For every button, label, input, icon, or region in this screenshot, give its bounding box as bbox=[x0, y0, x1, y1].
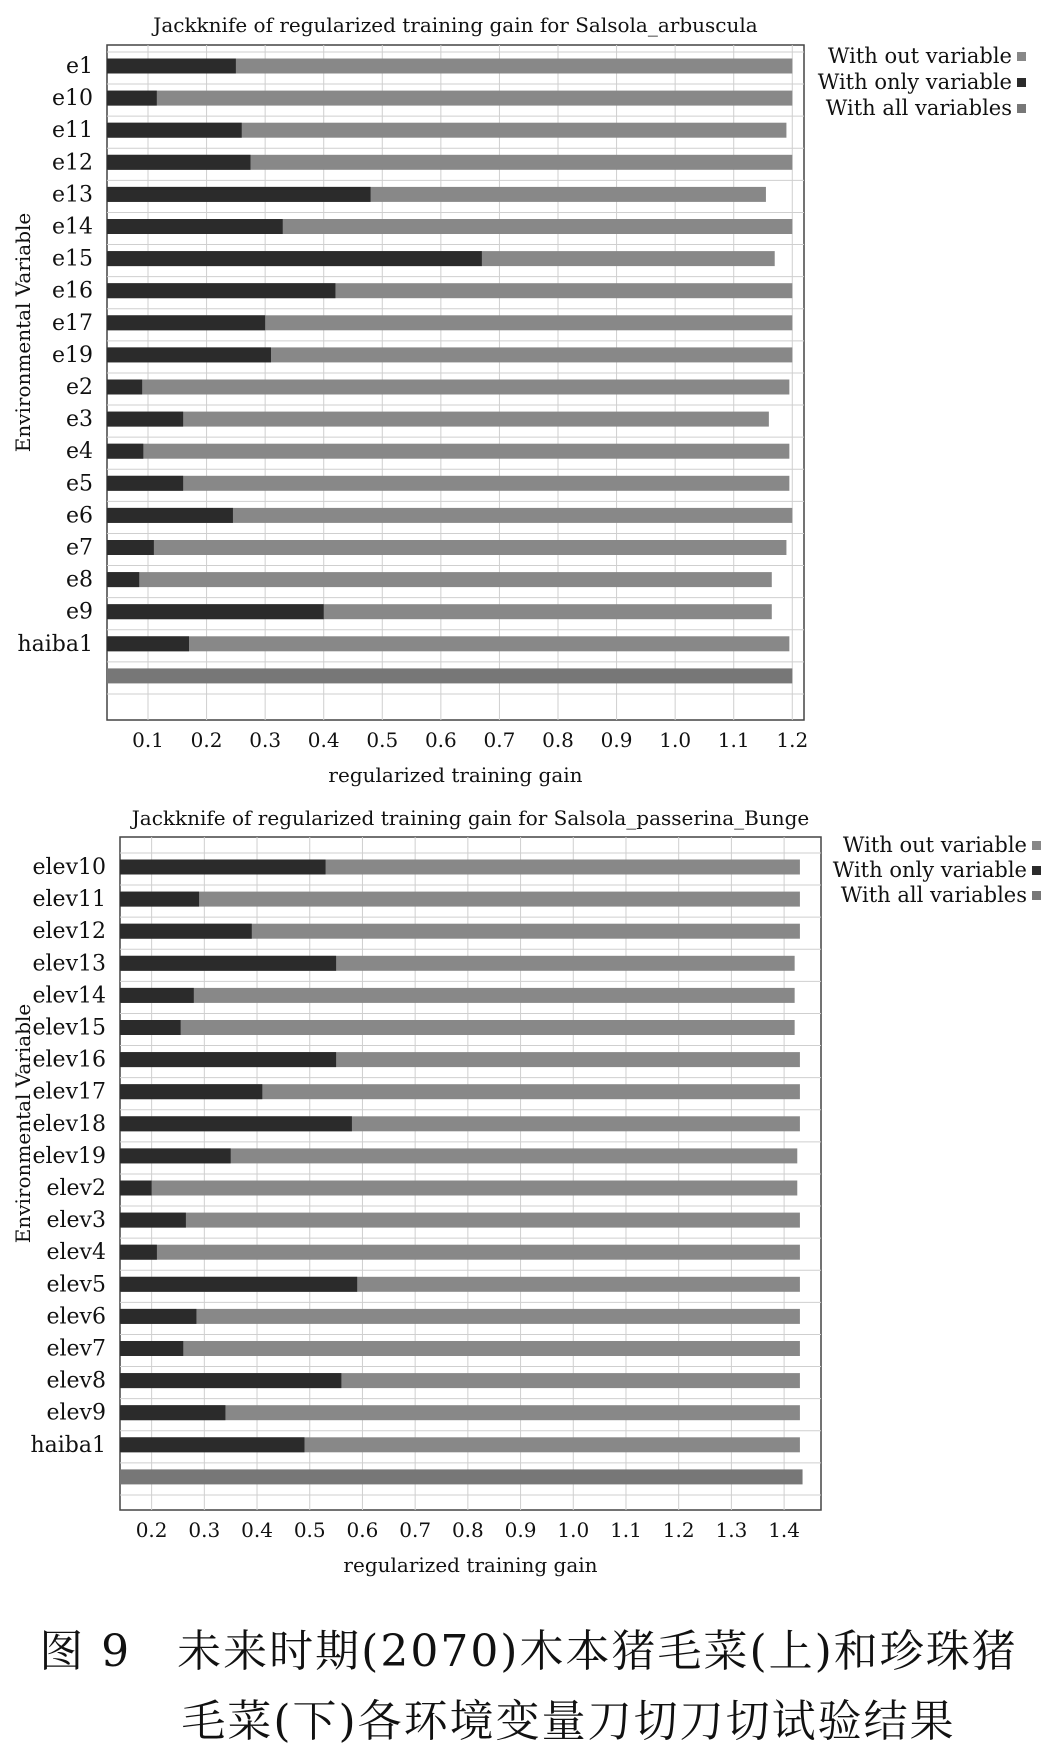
legend-label: With all variables bbox=[840, 883, 1027, 907]
bar-with-only-variable bbox=[120, 1437, 304, 1452]
category-label: elev9 bbox=[46, 1400, 106, 1426]
category-label: e13 bbox=[51, 182, 93, 208]
bar-with-only-variable bbox=[107, 219, 283, 234]
bar-without-variable bbox=[107, 540, 786, 555]
bar-with-only-variable bbox=[107, 251, 482, 266]
bar-with-only-variable bbox=[120, 1309, 196, 1324]
legend-label: With only variable bbox=[832, 858, 1027, 882]
bar-without-variable bbox=[120, 892, 800, 907]
category-label: e9 bbox=[65, 599, 93, 625]
x-tick-label: 1.1 bbox=[717, 728, 750, 752]
category-label: elev2 bbox=[46, 1176, 106, 1201]
x-tick-label: 0.4 bbox=[241, 1518, 273, 1542]
bar-with-only-variable bbox=[120, 1116, 352, 1131]
bar-without-variable bbox=[120, 1181, 797, 1196]
x-tick-label: 0.6 bbox=[424, 728, 457, 752]
bar-with-only-variable bbox=[120, 1373, 341, 1388]
x-tick-label: 0.8 bbox=[451, 1518, 484, 1542]
x-tick-label: 0.9 bbox=[600, 728, 633, 752]
category-label: e17 bbox=[51, 310, 93, 336]
x-tick-label: 1.4 bbox=[768, 1518, 801, 1542]
x-tick-label: 0.2 bbox=[135, 1518, 168, 1542]
x-tick-label: 0.4 bbox=[307, 728, 340, 752]
bar-with-only-variable bbox=[107, 283, 335, 298]
chart-title: Jackknife of regularized training gain for Salsola_arbuscula bbox=[153, 13, 758, 37]
category-label: elev10 bbox=[32, 855, 106, 880]
category-label: elev16 bbox=[32, 1047, 106, 1073]
legend-swatch bbox=[1032, 891, 1041, 900]
category-label: e11 bbox=[51, 118, 93, 144]
bar-with-only-variable bbox=[107, 91, 157, 106]
x-tick-label: 0.6 bbox=[346, 1518, 379, 1542]
bar-with-only-variable bbox=[120, 1148, 231, 1163]
category-label: e2 bbox=[65, 375, 93, 400]
x-tick-label: 1.0 bbox=[557, 1518, 590, 1542]
y-axis-label: Environmental Variable bbox=[11, 212, 35, 453]
bar-with-only-variable bbox=[120, 1245, 157, 1260]
x-tick-label: 0.7 bbox=[483, 728, 516, 752]
category-label: elev13 bbox=[32, 951, 106, 977]
figure-caption-line-2: 毛菜(下)各环境变量刀切刀切试验结果 bbox=[181, 1696, 956, 1747]
x-tick-label: 0.3 bbox=[249, 728, 282, 752]
legend-label: With out variable bbox=[842, 833, 1027, 857]
category-label: e14 bbox=[51, 214, 93, 240]
category-label: e3 bbox=[65, 407, 93, 433]
category-label: e16 bbox=[51, 278, 93, 304]
category-label: e7 bbox=[65, 535, 93, 561]
bar-with-only-variable bbox=[120, 956, 336, 971]
legend-swatch bbox=[1032, 841, 1041, 850]
bar-with-only-variable bbox=[107, 187, 371, 202]
jackknife-chart-salsola-passerina bbox=[0, 795, 1057, 1615]
bar-with-only-variable bbox=[120, 1405, 225, 1420]
bar-with-only-variable bbox=[107, 59, 236, 74]
jackknife-chart-salsola-arbuscula bbox=[0, 0, 1057, 795]
category-label: elev5 bbox=[46, 1272, 106, 1298]
bar-with-only-variable bbox=[120, 1020, 181, 1035]
category-label: e1 bbox=[65, 54, 93, 79]
chart-svg-top bbox=[0, 0, 1057, 795]
bar-with-only-variable bbox=[107, 476, 183, 491]
x-tick-label: 0.2 bbox=[190, 728, 223, 752]
category-label: e15 bbox=[51, 246, 93, 272]
category-label: elev3 bbox=[46, 1208, 106, 1234]
bar-with-only-variable bbox=[107, 540, 154, 555]
bar-without-variable bbox=[107, 476, 789, 491]
bar-without-variable bbox=[107, 444, 789, 459]
category-label: e6 bbox=[65, 503, 93, 529]
x-tick-label: 1.0 bbox=[659, 728, 692, 752]
bar-with-only-variable bbox=[120, 988, 194, 1003]
category-label: elev19 bbox=[32, 1143, 106, 1169]
bar-with-only-variable bbox=[107, 155, 251, 170]
bar-without-variable bbox=[107, 380, 789, 395]
category-label: elev15 bbox=[32, 1015, 106, 1041]
bar-without-variable bbox=[120, 1245, 800, 1260]
y-axis-label: Environmental Variable bbox=[11, 1003, 35, 1244]
bar-without-variable bbox=[120, 1020, 795, 1035]
x-tick-label: 1.2 bbox=[662, 1518, 695, 1542]
bar-without-variable bbox=[120, 1341, 800, 1356]
category-label: elev6 bbox=[46, 1304, 106, 1330]
legend-swatch bbox=[1017, 78, 1026, 87]
bar-with-only-variable bbox=[107, 604, 324, 619]
bar-with-only-variable bbox=[120, 924, 252, 939]
legend-label: With all variables bbox=[825, 96, 1012, 120]
category-label: e5 bbox=[65, 471, 93, 497]
bar-with-only-variable bbox=[120, 1341, 183, 1356]
bar-with-only-variable bbox=[107, 572, 139, 587]
category-label: e4 bbox=[65, 439, 93, 465]
category-label: elev8 bbox=[46, 1368, 106, 1394]
bar-without-variable bbox=[107, 636, 789, 651]
bar-with-only-variable bbox=[107, 508, 233, 523]
category-label: e19 bbox=[51, 342, 93, 368]
x-tick-label: 0.5 bbox=[293, 1518, 326, 1542]
bar-without-variable bbox=[120, 1213, 800, 1228]
bar-with-only-variable bbox=[120, 860, 326, 875]
x-tick-label: 1.2 bbox=[776, 728, 809, 752]
category-label: haiba1 bbox=[30, 1432, 106, 1458]
bar-with-all-variables bbox=[120, 1469, 803, 1484]
category-label: elev4 bbox=[46, 1240, 106, 1266]
bar-with-only-variable bbox=[120, 1277, 357, 1292]
legend-swatch bbox=[1032, 866, 1041, 875]
bar-without-variable bbox=[107, 572, 772, 587]
x-tick-label: 0.9 bbox=[504, 1518, 537, 1542]
legend-label: With only variable bbox=[817, 70, 1012, 94]
legend-swatch bbox=[1017, 52, 1026, 61]
figure-caption-line-1: 图 9 未来时期(2070)木本猪毛菜(上)和珍珠猪 bbox=[39, 1626, 1018, 1677]
x-axis-label: regularized training gain bbox=[343, 1553, 598, 1577]
category-label: elev7 bbox=[46, 1336, 106, 1362]
bar-without-variable bbox=[107, 91, 792, 106]
chart-svg-bottom bbox=[0, 795, 1057, 1615]
category-label: haiba1 bbox=[17, 631, 93, 657]
chart-title: Jackknife of regularized training gain for Salsola_passerina_Bunge bbox=[131, 806, 810, 830]
bar-with-only-variable bbox=[120, 1084, 262, 1099]
bar-with-only-variable bbox=[107, 347, 271, 362]
bar-without-variable bbox=[120, 988, 795, 1003]
bar-with-only-variable bbox=[107, 636, 189, 651]
x-tick-label: 1.3 bbox=[715, 1518, 748, 1542]
category-label: e8 bbox=[65, 567, 93, 593]
bar-with-only-variable bbox=[107, 412, 183, 427]
x-tick-label: 0.3 bbox=[188, 1518, 221, 1542]
x-tick-label: 0.7 bbox=[399, 1518, 432, 1542]
x-tick-label: 1.1 bbox=[610, 1518, 642, 1542]
x-tick-label: 0.5 bbox=[366, 728, 399, 752]
bar-with-only-variable bbox=[120, 892, 199, 907]
category-label: elev17 bbox=[32, 1079, 106, 1105]
bar-with-only-variable bbox=[107, 123, 242, 138]
bar-with-only-variable bbox=[107, 315, 265, 330]
bar-with-only-variable bbox=[107, 444, 143, 459]
x-tick-label: 0.1 bbox=[132, 728, 164, 752]
bar-with-only-variable bbox=[120, 1052, 336, 1067]
bar-with-only-variable bbox=[107, 380, 142, 395]
category-label: elev11 bbox=[32, 887, 106, 913]
category-label: elev12 bbox=[32, 919, 106, 945]
category-label: e10 bbox=[51, 86, 93, 112]
x-axis-label: regularized training gain bbox=[328, 763, 583, 787]
x-tick-label: 0.8 bbox=[542, 728, 574, 752]
bar-with-only-variable bbox=[120, 1213, 186, 1228]
bar-without-variable bbox=[120, 1309, 800, 1324]
category-label: elev14 bbox=[32, 983, 106, 1009]
bar-with-only-variable bbox=[120, 1181, 152, 1196]
legend-label: With out variable bbox=[827, 44, 1012, 68]
category-label: e12 bbox=[51, 150, 93, 176]
category-label: elev18 bbox=[32, 1111, 106, 1137]
bar-with-all-variables bbox=[107, 668, 792, 683]
bar-without-variable bbox=[107, 412, 769, 427]
legend-swatch bbox=[1017, 104, 1026, 113]
